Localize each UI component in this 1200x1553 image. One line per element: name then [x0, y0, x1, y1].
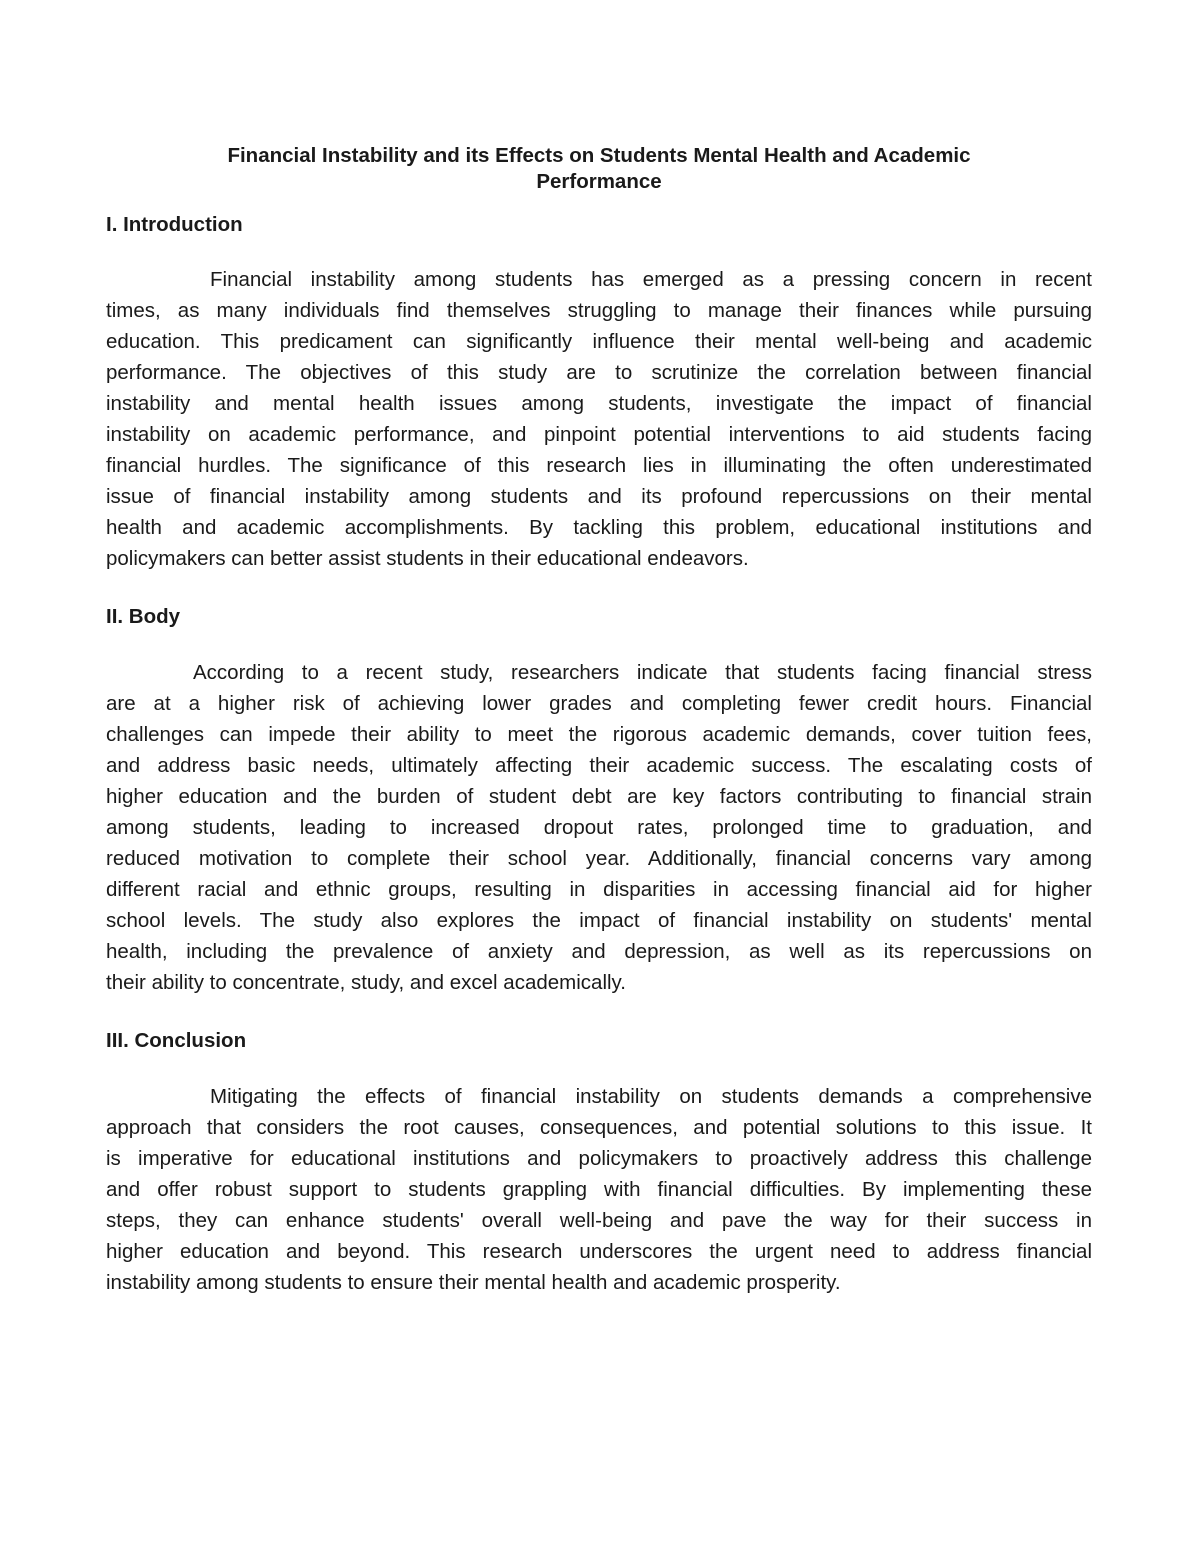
conclusion-paragraph — [106, 1081, 1092, 1298]
paragraph-line: performance. The objectives of this study are to scrutinize the correlation between financial — [106, 361, 1092, 384]
paragraph-line: among students, leading to increased dropout rates, prolonged time to graduation, and — [106, 816, 1092, 839]
paragraph-line: instability and mental health issues among students, investigate the impact of financial — [106, 392, 1092, 415]
paragraph-line: policymakers can better assist students in their educational endeavors. — [106, 547, 749, 570]
paragraph-line: steps, they can enhance students' overall well-being and pave the way for their success in — [106, 1209, 1092, 1232]
body-paragraph — [106, 657, 1092, 998]
title-line-1: Financial Instability and its Effects on Students Mental Health and Academic — [227, 144, 971, 167]
paragraph-line: education. This predicament can significantly influence their mental well-being and academic — [106, 330, 1092, 353]
paragraph-line: issue of financial instability among students and its profound repercussions on their mental — [106, 485, 1092, 508]
section-heading-body: II. Body — [106, 605, 181, 628]
introduction-paragraph — [106, 264, 1092, 574]
paragraph-line: is imperative for educational institutions and policymakers to proactively address this challenge — [106, 1147, 1092, 1170]
paragraph-line: reduced motivation to complete their school year. Additionally, financial concerns vary among — [106, 847, 1092, 870]
paragraph-line: instability among students to ensure their mental health and academic prosperity. — [106, 1271, 841, 1294]
paragraph-line: Mitigating the effects of financial instability on students demands a comprehensive — [210, 1085, 1092, 1108]
paragraph-line: times, as many individuals find themselves struggling to manage their finances while pursuing — [106, 299, 1092, 322]
paragraph-line: higher education and the burden of student debt are key factors contributing to financial strain — [106, 785, 1092, 808]
title-line-2: Performance — [536, 170, 662, 193]
paragraph-line: approach that considers the root causes, consequences, and potential solutions to this issue. It — [106, 1116, 1092, 1139]
paragraph-line: and offer robust support to students grappling with financial difficulties. By implementing these — [106, 1178, 1092, 1201]
paragraph-line: are at a higher risk of achieving lower grades and completing fewer credit hours. Financial — [106, 692, 1092, 715]
paragraph-line: their ability to concentrate, study, and excel academically. — [106, 971, 626, 994]
section-heading-introduction: I. Introduction — [106, 213, 243, 236]
paragraph-line: According to a recent study, researchers indicate that students facing financial stress — [193, 661, 1092, 684]
section-heading-conclusion: III. Conclusion — [106, 1029, 247, 1052]
paragraph-line: higher education and beyond. This research underscores the urgent need to address financial — [106, 1240, 1092, 1263]
paragraph-line: different racial and ethnic groups, resulting in disparities in accessing financial aid for higher — [106, 878, 1092, 901]
paragraph-line: instability on academic performance, and pinpoint potential interventions to aid students facing — [106, 423, 1092, 446]
paragraph-line: school levels. The study also explores the impact of financial instability on students' mental — [106, 909, 1092, 932]
paragraph-line: health, including the prevalence of anxiety and depression, as well as its repercussions on — [106, 940, 1092, 963]
paragraph-line: and address basic needs, ultimately affecting their academic success. The escalating costs of — [106, 754, 1092, 777]
paragraph-line: health and academic accomplishments. By tackling this problem, educational institutions and — [106, 516, 1092, 539]
paragraph-line: financial hurdles. The significance of this research lies in illuminating the often underestimated — [106, 454, 1092, 477]
paragraph-line: challenges can impede their ability to meet the rigorous academic demands, cover tuition fees, — [106, 723, 1092, 746]
paragraph-line: Financial instability among students has emerged as a pressing concern in recent — [210, 268, 1092, 291]
document-title — [106, 143, 1092, 195]
